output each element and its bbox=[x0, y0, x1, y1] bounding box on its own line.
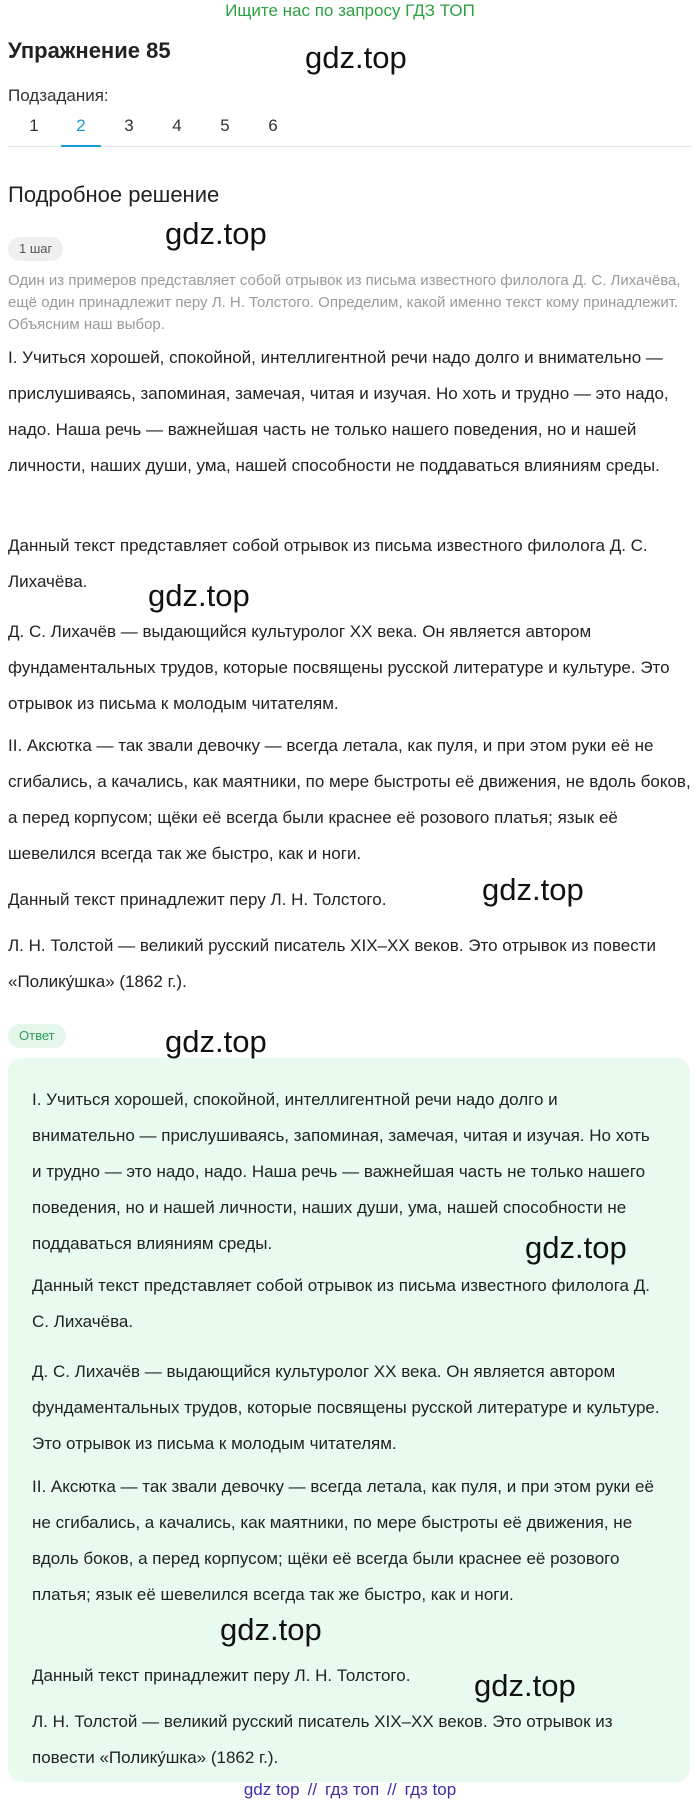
watermark: gdz.top bbox=[165, 216, 267, 251]
tab-5[interactable]: 5 bbox=[220, 116, 230, 135]
tab-4[interactable]: 4 bbox=[172, 116, 182, 135]
solution-paragraph: I. Учиться хорошей, спокойной, интеллигентной речи надо долго и внимательно — прислушиваясь, запоминая, замечая, читая и изучая. Но хоть и трудно — это надо, надо. Наша речь — важнейшая часть не только нашего поведения, но и нашей личности, наших души, ума, нашей способности не поддаваться влияниям среды. bbox=[8, 348, 669, 475]
footer-link[interactable]: gdz top bbox=[243, 1780, 300, 1799]
answer-paragraph: II. Аксютка — так звали девочку — всегда летала, как пуля, и при этом руки её не сгибались, а качались, как маятники, по мере быстроты её движения, не вдоль боков, а перед корпусом; щёки её всегда были краснее её розового платья; язык её шевелился всегда так же быстро, как и ноги. bbox=[32, 1477, 654, 1604]
answer-paragraph: Данный текст представляет собой отрывок из письма известного филолога Д. С. Лихачёва. bbox=[32, 1276, 650, 1331]
tab-2[interactable]: 2 bbox=[61, 112, 101, 146]
watermark: gdz.top bbox=[220, 1612, 322, 1647]
footer-link[interactable]: гдз топ bbox=[325, 1780, 380, 1799]
answer-paragraph: Л. Н. Толстой — великий русский писатель XIX–XX веков. Это отрывок из повести «Полику́шка» (1862 г.). bbox=[32, 1712, 613, 1767]
search-banner: Ищите нас по запросу ГДЗ ТОП bbox=[225, 1, 475, 20]
solution-paragraph: Л. Н. Толстой — великий русский писатель XIX–XX веков. Это отрывок из повести «Полику́шка» (1862 г.). bbox=[8, 936, 657, 991]
solution-paragraph: Д. С. Лихачёв — выдающийся культуролог XX века. Он является автором фундаментальных трудов, которые посвящены русской литературе и культуре. Это отрывок из письма к молодым читателям. bbox=[8, 622, 670, 713]
solution-intro-note: Один из примеров представляет собой отрывок из письма известного филолога Д. С. Лихачёва, ещё один принадлежит перу Л. Н. Толстого. Определим, какой именно текст кому принадлежит. Объясним наш выбор. bbox=[8, 272, 681, 333]
footer-link[interactable]: гдз top bbox=[404, 1780, 457, 1799]
solution-paragraph: Данный текст представляет собой отрывок из письма известного филолога Д. С. Лихачёва. bbox=[8, 536, 648, 591]
watermark: gdz.top bbox=[525, 1230, 627, 1265]
watermark: gdz.top bbox=[305, 40, 407, 75]
tab-3[interactable]: 3 bbox=[124, 116, 134, 135]
solution-title: Подробное решение bbox=[8, 182, 220, 207]
watermark: gdz.top bbox=[474, 1668, 576, 1703]
watermark: gdz.top bbox=[482, 872, 584, 907]
page-title: Упражнение 85 bbox=[8, 38, 171, 63]
footer-separator: // bbox=[387, 1780, 397, 1799]
tab-1[interactable]: 1 bbox=[29, 116, 39, 135]
answer-paragraph: Д. С. Лихачёв — выдающийся культуролог XX века. Он является автором фундаментальных трудов, которые посвящены русской литературе и культуре. Это отрывок из письма к молодым читателям. bbox=[32, 1362, 660, 1453]
footer-separator: // bbox=[307, 1780, 318, 1799]
subtask-tabs bbox=[8, 112, 692, 147]
subtasks-label: Подзадания: bbox=[8, 86, 109, 105]
watermark: gdz.top bbox=[165, 1024, 267, 1059]
watermark: gdz.top bbox=[148, 578, 250, 613]
answer-paragraph: I. Учиться хорошей, спокойной, интеллигентной речи надо долго и внимательно — прислушиваясь, запоминая, замечая, читая и изучая. Но хоть и трудно — это надо, надо. Наша речь — важнейшая часть не только нашего поведения, но и нашей личности, наших души, ума, нашей способности не поддаваться влияниям среды. bbox=[32, 1090, 650, 1253]
tab-6[interactable]: 6 bbox=[268, 116, 278, 135]
solution-paragraph: Данный текст принадлежит перу Л. Н. Толстого. bbox=[8, 890, 387, 909]
step-badge: 1 шаг bbox=[8, 237, 63, 261]
solution-paragraph: II. Аксютка — так звали девочку — всегда летала, как пуля, и при этом руки её не сгибались, а качались, как маятники, по мере быстроты её движения, не вдоль боков, а перед корпусом; щёки её всегда были краснее её розового платья; язык её шевелился всегда так же быстро, как и ноги. bbox=[8, 736, 691, 863]
answer-badge: Ответ bbox=[8, 1024, 66, 1048]
footer-links bbox=[0, 1778, 700, 1802]
answer-paragraph: Данный текст принадлежит перу Л. Н. Толстого. bbox=[32, 1666, 411, 1685]
